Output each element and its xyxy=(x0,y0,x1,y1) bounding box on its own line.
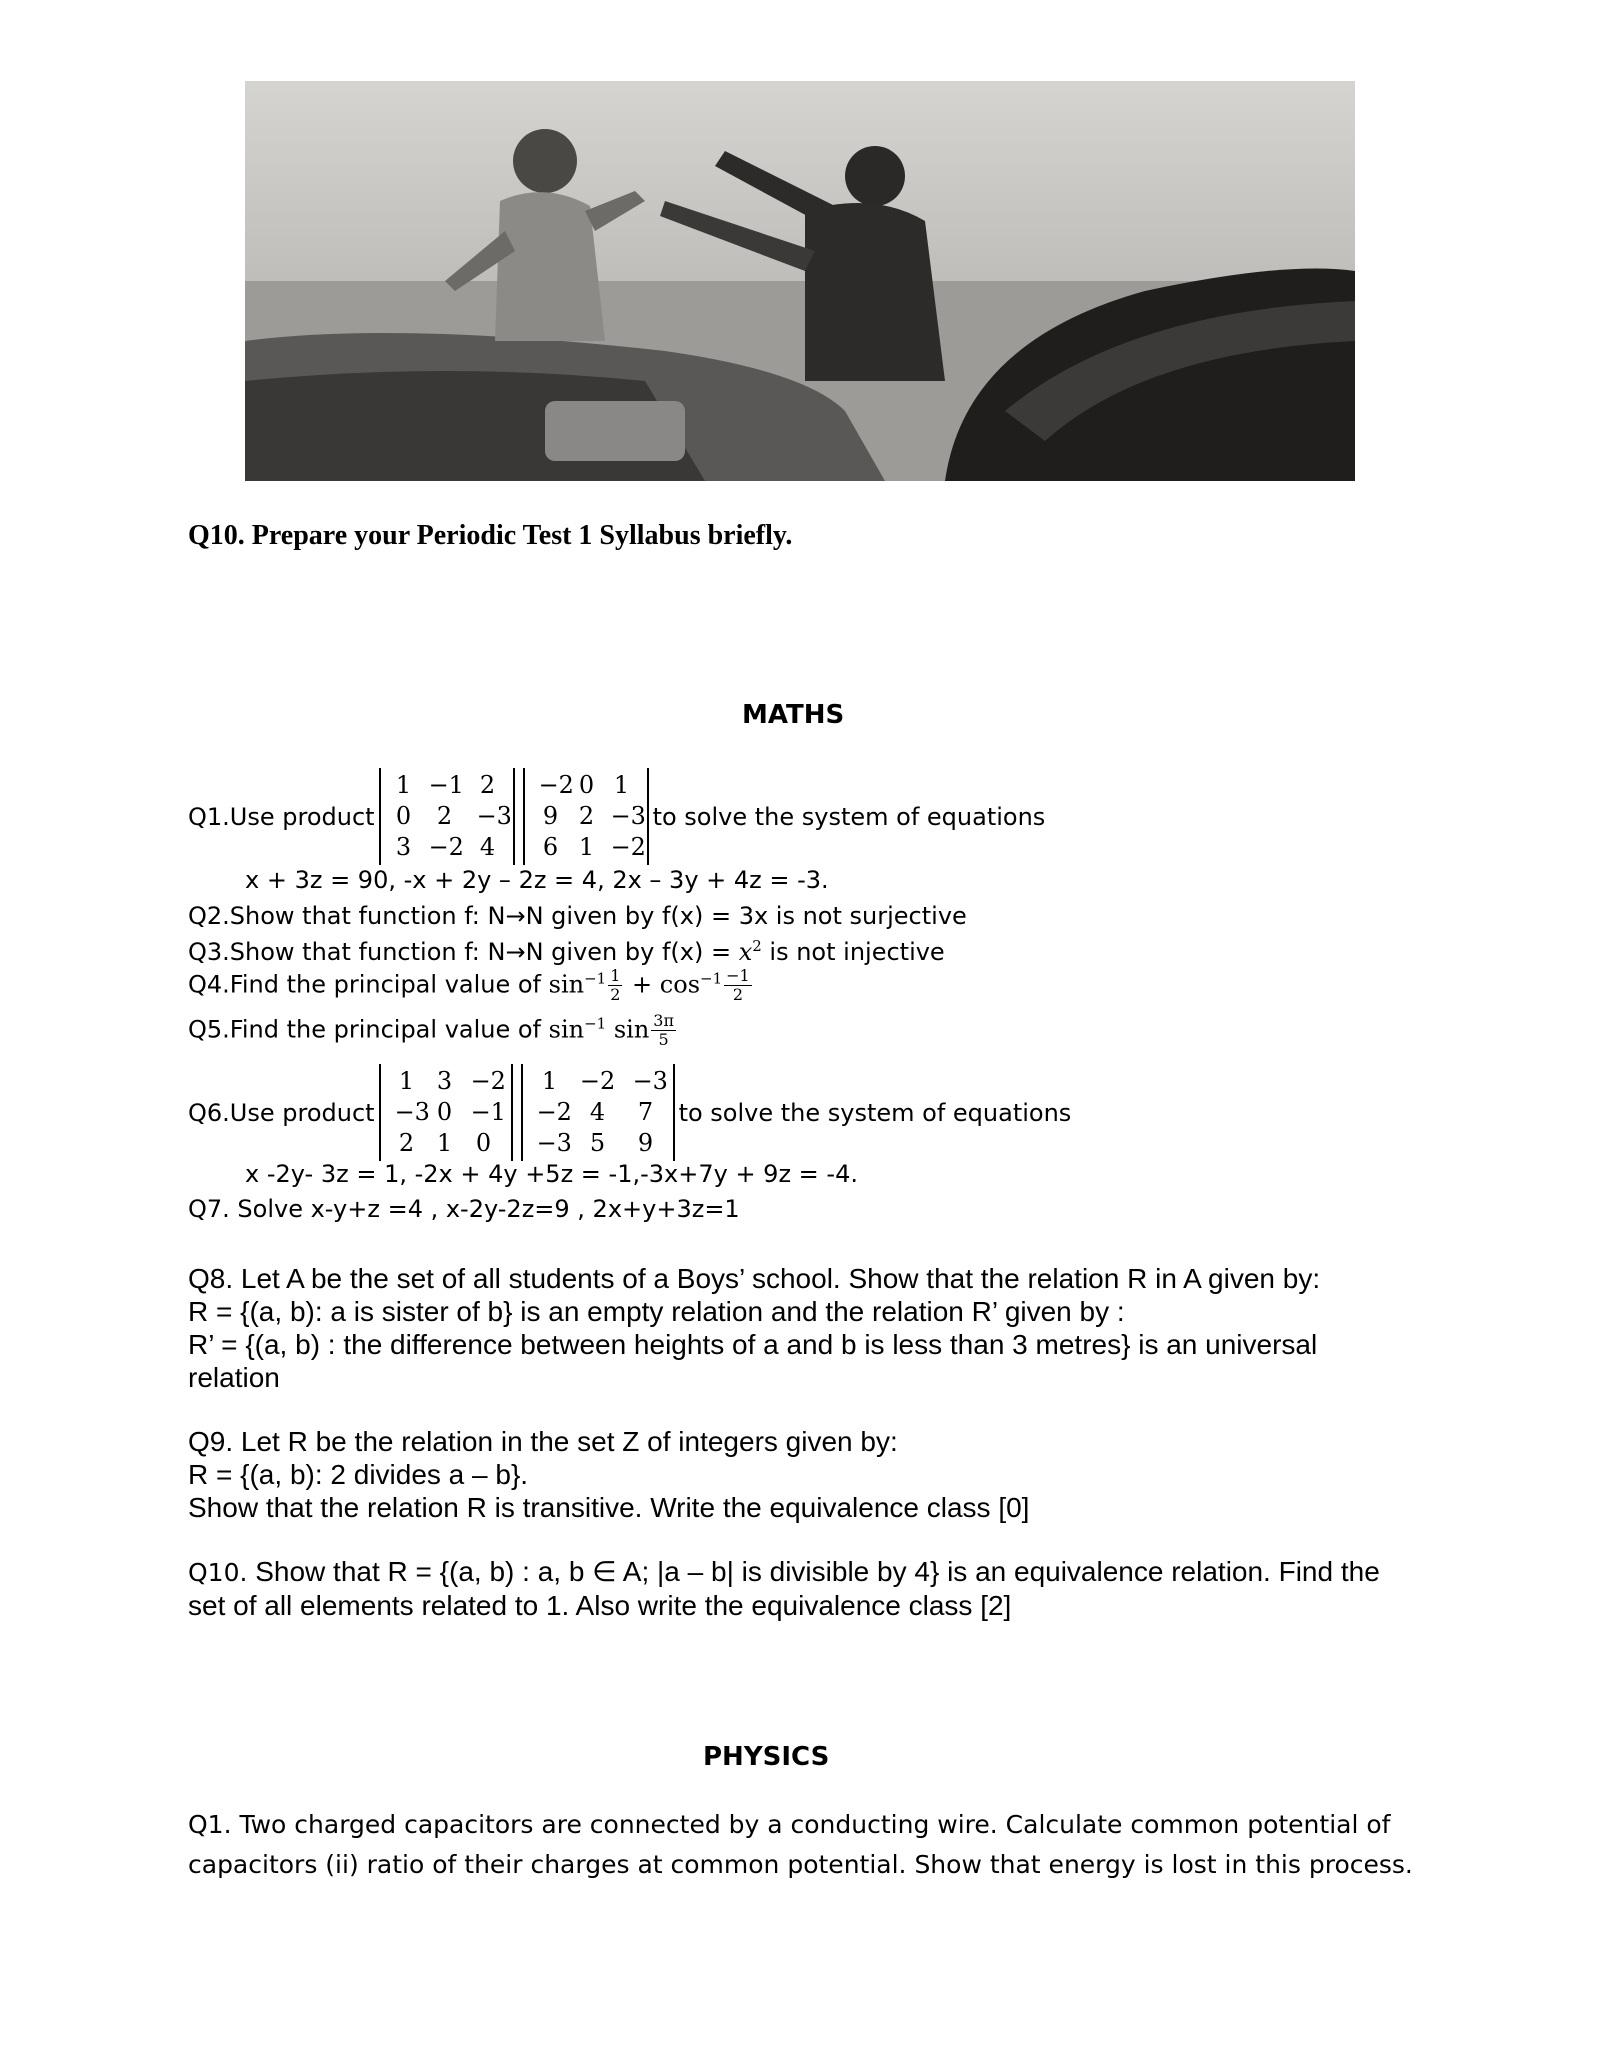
maths-q5 xyxy=(188,1012,678,1049)
matrix-cell: −3 xyxy=(632,1067,668,1095)
matrix-cell: −2 xyxy=(428,833,464,861)
matrix-cell: −1 xyxy=(428,771,464,799)
q4-frac2-num: −1 xyxy=(726,966,750,985)
q5-sup: −1 xyxy=(584,1014,607,1033)
matrix-cell: 3 xyxy=(436,1067,453,1095)
maths-q4 xyxy=(188,967,754,1004)
maths-title: MATHS xyxy=(742,700,845,730)
matrix-cell: −2 xyxy=(579,1067,616,1095)
q3-expr: x xyxy=(738,938,753,966)
matrix-cell: −3 xyxy=(610,802,646,830)
q8-line-1: Q8. Let A be the set of all students of a Boys’ school. Show that the relation R in A given by: xyxy=(188,1263,1321,1294)
matrix-cell: 0 xyxy=(436,1098,453,1126)
q1-matrix-a xyxy=(379,768,515,865)
matrix-cell: 5 xyxy=(589,1129,606,1157)
q4-plus: + xyxy=(632,970,660,999)
q4-sup: −1 xyxy=(584,969,607,988)
q5-sin2: sin xyxy=(606,1015,650,1044)
q10-line-2: set of all elements related to 1. Also write the equivalence class [2] xyxy=(188,1590,1012,1621)
q4-sup2: −1 xyxy=(700,969,723,988)
matrix-cell: −2 xyxy=(536,1098,572,1126)
matrix-cell: 9 xyxy=(542,802,559,830)
q3-power: 2 xyxy=(752,937,762,955)
q1-prefix: Q1.Use product xyxy=(188,802,375,831)
matrix-cell: −3 xyxy=(476,802,512,830)
q6-matrix-b xyxy=(521,1064,675,1161)
maths-q8 xyxy=(188,1262,1320,1394)
matrix-cell: 1 xyxy=(541,1067,558,1095)
matrix-cell: −3 xyxy=(536,1129,572,1157)
photo-two-men-fighting xyxy=(245,81,1355,481)
q4-frac2-den: 2 xyxy=(732,985,744,1004)
q10-label: Q10. xyxy=(188,1558,248,1587)
q1-equations: x + 3z = 90, -x + 2y – 2z = 4, 2x – 3y + 4z = -3. xyxy=(245,866,829,894)
q1-matrix-b xyxy=(523,768,649,865)
q10-line-1: Show that R = {(a, b) : a, b ∈ A; |a – b| is divisible by 4} is an equivalence relation. Find the xyxy=(247,1556,1380,1587)
matrix-cell: 9 xyxy=(637,1129,654,1157)
q9-line-2: R = {(a, b): 2 divides a – b}. xyxy=(188,1459,529,1490)
q5-frac-num: 3π xyxy=(653,1011,674,1030)
q5-text: Q5.Find the principal value of xyxy=(188,1015,549,1044)
matrix-cell: −3 xyxy=(394,1098,430,1126)
physics-q1-line-1: Q1. Two charged capacitors are connected by a conducting wire. Calculate common potential of xyxy=(188,1810,1391,1839)
test-prep-heading: Q10. Prepare your Periodic Test 1 Syllabus briefly. xyxy=(188,520,793,551)
matrix-cell: −2 xyxy=(610,833,646,861)
matrix-cell: 2 xyxy=(479,771,496,799)
maths-q6 xyxy=(188,1064,1071,1161)
physics-q1-line-2: capacitors (ii) ratio of their charges at common potential. Show that energy is lost in this process. xyxy=(188,1850,1413,1879)
matrix-cell: −1 xyxy=(470,1098,506,1126)
q5-frac xyxy=(651,1012,676,1049)
matrix-cell: −2 xyxy=(538,771,574,799)
q6-suffix: to solve the system of equations xyxy=(678,1098,1072,1127)
q6-equations: x -2y- 3z = 1, -2x + 4y +5z = -1,-3x+7y + 9z = -4. xyxy=(245,1160,858,1188)
maths-q9 xyxy=(188,1425,1029,1524)
matrix-cell: −2 xyxy=(470,1067,506,1095)
q1-suffix: to solve the system of equations xyxy=(652,802,1046,831)
q5-sin: sin xyxy=(548,1015,585,1044)
matrix-cell: 0 xyxy=(578,771,595,799)
maths-q10 xyxy=(188,1555,1380,1622)
photo-image xyxy=(245,81,1355,481)
maths-q7: Q7. Solve x-y+z =4 , x-2y-2z=9 , 2x+y+3z=1 xyxy=(188,1195,740,1223)
matrix-cell: 1 xyxy=(398,1067,415,1095)
matrix-cell: 6 xyxy=(542,833,559,861)
maths-q3 xyxy=(188,937,945,966)
matrix-cell: 4 xyxy=(589,1098,606,1126)
physics-title: PHYSICS xyxy=(703,1742,830,1772)
matrix-cell: 2 xyxy=(578,802,595,830)
q4-frac1-num: 1 xyxy=(610,966,621,985)
matrix-cell: 1 xyxy=(395,771,412,799)
matrix-cell: 3 xyxy=(395,833,412,861)
q5-frac-den: 5 xyxy=(658,1030,669,1049)
q4-cos: cos xyxy=(659,970,701,999)
matrix-cell: 4 xyxy=(479,833,496,861)
q4-sin: sin xyxy=(548,970,585,999)
matrix-cell: 1 xyxy=(578,833,595,861)
maths-q2: Q2.Show that function f: N→N given by f(x) = 3x is not surjective xyxy=(188,902,967,930)
q9-line-1: Q9. Let R be the relation in the set Z of integers given by: xyxy=(188,1426,898,1457)
q6-prefix: Q6.Use product xyxy=(188,1098,375,1127)
q8-line-2: R = {(a, b): a is sister of b} is an empty relation and the relation R’ given by : xyxy=(188,1296,1125,1327)
q9-line-3: Show that the relation R is transitive. Write the equivalence class [0] xyxy=(188,1492,1030,1523)
matrix-cell: 0 xyxy=(475,1129,492,1157)
matrix-cell: 1 xyxy=(613,771,630,799)
q3-text: Q3.Show that function f: N→N given by f(x) = xyxy=(188,938,739,966)
matrix-cell: 0 xyxy=(395,802,412,830)
q4-frac1-den: 2 xyxy=(610,985,621,1004)
matrix-cell: 2 xyxy=(436,802,453,830)
q3-tail: is not injective xyxy=(761,938,945,966)
maths-q1 xyxy=(188,768,1045,865)
q4-frac1 xyxy=(608,967,622,1004)
q8-line-4: relation xyxy=(188,1362,280,1393)
q6-matrix-a xyxy=(379,1064,513,1161)
q4-frac2 xyxy=(724,967,752,1004)
q4-text: Q4.Find the principal value of xyxy=(188,970,549,999)
matrix-cell: 7 xyxy=(637,1098,654,1126)
matrix-cell: 1 xyxy=(436,1129,453,1157)
q8-line-3: R’ = {(a, b) : the difference between heights of a and b is less than 3 metres} is an universal xyxy=(188,1329,1318,1360)
matrix-cell: 2 xyxy=(398,1129,415,1157)
